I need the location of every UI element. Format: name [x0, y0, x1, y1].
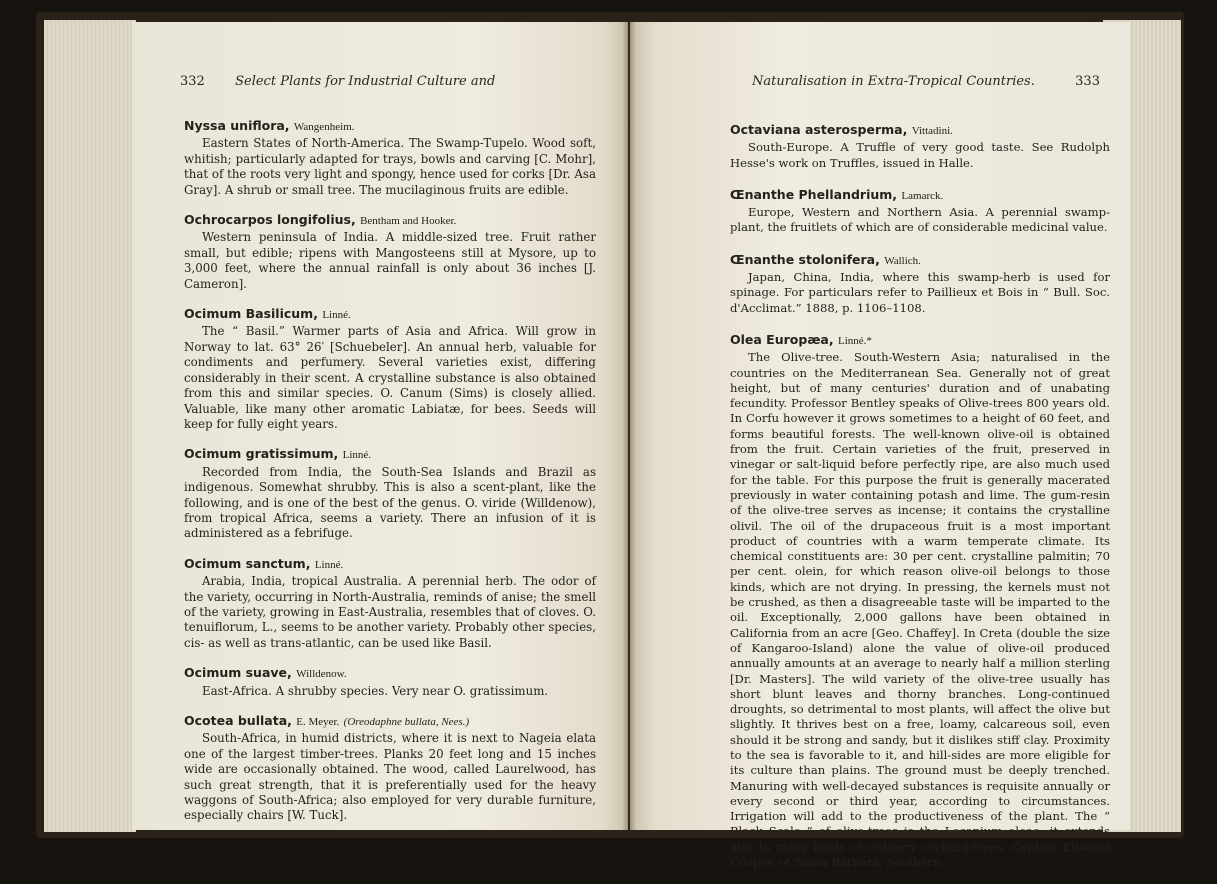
entry-author: Linné.*	[837, 334, 872, 347]
right-page	[630, 22, 1130, 870]
entry-author: Vittadini.	[911, 125, 953, 137]
entry-text: Eastern States of North-America. The Swamp-Tupelo. Wood soft, whitish; particularly adapted for trays, bowls and carving [C. Mohr], that of the roots very light and spongy, hence used for corks [Dr. Asa Gray]. A shrub or small tree. The mucilaginous fruits are edible.	[184, 136, 596, 197]
entry-text: Europe, Western and Northern Asia. A perennial swamp-plant, the fruitlets of which are of considerable medicinal value.	[730, 205, 1110, 235]
entry-name: Olea Europæa,	[730, 331, 834, 347]
left-running-title: Select Plants for Industrial Culture and	[235, 74, 496, 89]
entry-text: South-Europe. A Truffle of very good taste. See Rudolph Hesse's work on Truffles, issued in Halle.	[730, 140, 1110, 170]
entry-name: Nyssa uniflora,	[184, 118, 290, 133]
entry-name: Œnanthe Phellandrium,	[730, 186, 898, 202]
right-running-header	[752, 74, 1100, 89]
entry-text: South-Africa, in humid districts, where it is next to Nageia elata one of the largest timber-trees. Planks 20 feet long and 15 inches wide are occasionally obtained. The wood, called Laurelwood, has such great strength, that it is preferentially used for the heavy waggons of South-Africa; also employed for very durable furniture, especially chairs [W. Tuck].	[184, 731, 596, 823]
entry-author: Linné.	[314, 558, 344, 571]
entry-ocimum-suave	[184, 665, 596, 699]
entry-text: Japan, China, India, where this swamp-herb is used for spinage. For particulars refer to Paillieux et Bois in “ Bull. Soc. d'Acclimat.” 1888, p. 1106–1108.	[730, 270, 1110, 315]
entry-author: Linné.	[342, 449, 372, 462]
entry-ocimum-gratissimum	[184, 446, 596, 541]
entry-oenanthe-phellandrium	[730, 187, 1110, 236]
right-page-number: 333	[1075, 74, 1100, 89]
left-page	[132, 22, 628, 830]
entry-octaviana-asterosperma	[730, 122, 1110, 171]
entry-name: Ochrocarpos longifolius,	[184, 212, 356, 228]
entry-ocotea-bullata	[184, 713, 596, 824]
entry-author: Linné.	[322, 309, 351, 322]
entry-ocimum-basilicum	[184, 306, 596, 432]
entry-text: The “ Basil.” Warmer parts of Asia and Africa. Will grow in Norway to lat. 63° 26′ [Schuebeler]. An annual herb, valuable for condiments and perfumery. Several varieties exist, differing considerably in their scent. A crystalline substance is also obtained from this and similar species. O. Canum (Sims) is closely allied. Valuable, like many other aromatic Labiatæ, for bees. Seeds will keep for fully eight years.	[184, 324, 596, 431]
entry-text: East-Africa. A shrubby species. Very near O. gratissimum.	[202, 683, 549, 698]
entry-synonym: (Oreodaphne bullata, Nees.)	[343, 716, 470, 728]
entry-olea-europaea	[730, 332, 1110, 870]
entry-text: Recorded from India, the South-Sea Islands and Brazil as indigenous. Somewhat shrubby. This is also a scent-plant, like the following, and is one of the best of the genus. O. viride (Willdenow), from tropical Africa, seems a variety. There an infusion of it is administered as a febrifuge.	[184, 464, 596, 541]
entry-name: Ocimum gratissimum,	[184, 446, 339, 462]
left-running-header	[180, 74, 495, 89]
entry-ochrocarpos-longifolius	[184, 212, 596, 292]
left-page-number: 332	[180, 74, 205, 89]
entry-author: Bentham and Hooker.	[360, 215, 457, 228]
entry-author: Willdenow.	[296, 668, 347, 681]
entry-nyssa-uniflora	[184, 118, 596, 198]
entry-name: Ocotea bullata,	[184, 713, 292, 728]
book-gutter	[622, 22, 636, 830]
entry-name: Octaviana asterosperma,	[730, 122, 908, 137]
entry-author: Wallich.	[884, 254, 921, 267]
entry-author: Lamarck.	[901, 189, 944, 202]
entry-name: Œnanthe stolonifera,	[730, 251, 880, 267]
entry-text: Western peninsula of India. A middle-sized tree. Fruit rather small, but edible; ripens with Mangosteens still at Mysore, up to 3,000 feet, where the annual rainfall is only about 36 inches [J. Cameron].	[184, 230, 596, 291]
left-column	[184, 118, 596, 838]
entry-name: Ocimum suave,	[184, 665, 292, 681]
entry-author: Wangenheim.	[293, 121, 355, 133]
page-edges-left	[44, 20, 136, 832]
entry-ocimum-sanctum	[184, 556, 596, 651]
entry-text: Arabia, India, tropical Australia. A perennial herb. The odor of the variety, occurring in North-Australia, reminds of anise; the smell of the variety, growing in East-Australia, resembles that of cloves. O. tenuiflorum, L., seems to be another variety. Probably other species, cis- as well as trans-atlantic, can be used like Basil.	[184, 574, 596, 650]
entry-name: Ocimum sanctum,	[184, 555, 311, 571]
entry-oenanthe-stolonifera	[730, 252, 1110, 316]
right-running-title: Naturalisation in Extra-Tropical Countries.	[752, 74, 1035, 89]
entry-author: E. Meyer.	[296, 716, 340, 728]
right-column	[730, 122, 1110, 884]
entry-text: The Olive-tree. South-Western Asia; naturalised in the countries on the Mediterranean Sea. Generally not of great height, but of many centuries' duration and of unabating fecundity. Professor Bentley speaks of Olive-trees 800 years old. In Corfu however it grows sometimes to a height of 60 feet, and forms beautiful forests. The well-known olive-oil is obtained from the fruit. Certain varieties of the fruit, preserved in vinegar or salt-liquid before perfectly ripe, are also much used for the table. For this purpose the fruit is generally macerated previously in water containing potash and lime. The gum-resin of the olive-tree serves as incense; it contains the crystalline olivil. The oil of the drupaceous fruit is a most important product of countries with a warm temperate climate. Its chemical constituents are: 30 per cent. crystalline palmitin; 70 per cent. olein, for which reason olive-oil belongs to those kinds, which are not drying. In pressing, the kernels must not be crushed, as then a disagreeable taste will be imparted to the oil. Exceptionally, 2,000 gallons have been obtained in California from an acre [Geo. Chaffey]. In Creta (double the size of Kangaroo-Island) alone the value of olive-oil produced annually amounts at an average to nearly half a million sterling [Dr. Masters]. The wild variety of the olive-tree usually has short blunt leaves and thorny branches. Long-continued droughts, so detrimental to most plants, will affect the olive but slightly. It thrives best on a free, loamy, calcareous soil, even should it be strong and sandy, but it dislikes stiff clay. Proximity to the sea is favorable to it, and hill-sides are more eligible for its culture than plains. The ground must be deeply trenched. Manuring with well-decayed substances is requisite annually or every second or third year, according to circumstances. Irrigation will add to the productiveness of the plant. The “ Black Scale ” of olive-trees is the Lecanium oleae; it extends also to many kinds of ordinary orchard-trees. Captain Ellwood Cooper, of Santa Barbara, Southern	[730, 350, 1110, 870]
entry-name: Ocimum Basilicum,	[184, 306, 318, 322]
